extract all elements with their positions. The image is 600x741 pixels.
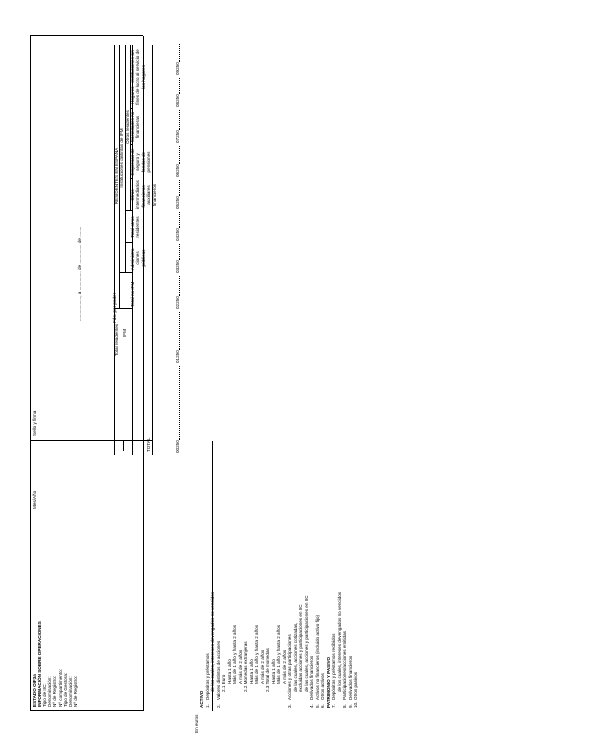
code-cell-fill-line (179, 110, 180, 130)
row-number: 4. (309, 704, 315, 708)
row-label: de las cuales, acciones y participaciones en IIC (303, 595, 309, 692)
row-label: Otros activos (320, 673, 326, 700)
form-title: ESTADO OIF3a (32, 674, 37, 707)
row-label: Derivados financieros (347, 655, 353, 700)
row-label: Hasta 1 año (226, 659, 232, 684)
code-cell: 08250 (175, 94, 180, 107)
header-divider-line (143, 36, 144, 711)
code-cell-fill-line (179, 212, 180, 228)
row-number: 9. (347, 704, 353, 708)
frame-left-line (30, 710, 143, 711)
row-label: Valores distintos de acciones (215, 640, 221, 700)
section-heading: ACTIVO (199, 690, 205, 708)
header-residentes-espana: RESIDENTES EN ESPAÑA (114, 147, 119, 205)
frame-top-line (30, 36, 31, 711)
row-number: 5. (314, 704, 320, 708)
identification-field: Denominación: (47, 676, 53, 707)
row-label: 2.3 Total de monedas (265, 648, 271, 692)
identification-field: Nº de Registro: (73, 675, 79, 707)
signature-field-line (123, 441, 124, 451)
code-cell: 00250 (175, 440, 180, 453)
code-cell: 06250 (175, 164, 180, 177)
col-sep-admin (125, 242, 132, 243)
col-sep-ifm (114, 308, 132, 309)
code-cell: 05250 (175, 196, 180, 209)
row-number: 1. (204, 704, 210, 708)
code-cell: 01250 (175, 350, 180, 363)
identification-field: Nº de Registro: (52, 675, 58, 707)
header-total-otros: Total otros residentes (130, 216, 141, 238)
header-hogares: Hogares - instituciones sin fines de lucro al servicio de los hogares (130, 49, 146, 105)
row-label: de las cuales, acciones cotizadas, (292, 622, 298, 692)
frame-right-line (30, 35, 143, 36)
period-label: Mes/Año (32, 490, 37, 509)
row-label: 2.2 Monedas extranjeras (243, 641, 249, 692)
code-cell-fill-line (179, 146, 180, 164)
form-box-right-line (30, 440, 152, 441)
row-number: 8. (342, 704, 348, 708)
signature-by: Fdo. por poder (112, 292, 117, 323)
code-cell-fill-line (179, 44, 180, 62)
row-label: Depósitos y préstamos recibidos (331, 633, 337, 700)
col-sep-otros (125, 210, 132, 211)
identification-field: Tipo de Gestora: (62, 672, 68, 707)
code-cell-fill-line (179, 312, 180, 350)
header-ifm: IFM (122, 329, 127, 337)
code-cell: 04250 (175, 228, 180, 241)
row-label: Depósitos y préstamos (204, 653, 210, 700)
row-label: Hasta 1 año (248, 659, 254, 684)
row-label: 2.1 Euro (221, 674, 227, 692)
row-number: 10. (353, 701, 359, 708)
code-cell: 03250 (175, 260, 180, 273)
code-cell-fill-line (179, 180, 180, 196)
row-label: Activos no financieros (incluido activo fijo) (314, 614, 320, 700)
row-label: Más de 1 año y hasta 2 años (254, 625, 260, 684)
header-empresas-seguros: Empresas de seguro y fondos de pensiones (130, 148, 152, 176)
row-label: excluidas acciones y participaciones en IIC (298, 604, 304, 692)
identification-field: Tipo de IIC: (42, 683, 47, 707)
row-label: A más de 2 años (259, 649, 265, 684)
row-number: 7. (331, 704, 337, 708)
col-sep-no-ifm (119, 272, 132, 273)
code-cell-fill-line (179, 276, 180, 296)
code-cell: 02250 (175, 296, 180, 309)
code-cell: 07250 (175, 130, 180, 143)
row-label: Más de 1 año y hasta 2 años (276, 625, 282, 684)
row-label: Acciones y otras participaciones (287, 634, 293, 700)
form-subtitle: INFORMACIÓN SOBRE OPERACIONES (37, 621, 42, 707)
total-row-rule (152, 45, 153, 455)
code-cell: 09250 (175, 62, 180, 75)
row-label: A más de 2 años (281, 649, 287, 684)
currency-note: En euros (194, 714, 199, 733)
row-label: Más de 1 año y hasta 2 años (232, 625, 238, 684)
total-label: TOTAL (146, 437, 151, 452)
code-cell-fill-line (179, 244, 180, 260)
row-label: Hasta 1 año (270, 659, 276, 684)
identification-field: Denominación: (68, 676, 73, 707)
header-total-no-ifm: Total no IFM (130, 281, 135, 307)
header-admin-publicas: Administra - ciones públicas (130, 245, 146, 271)
row-number: 2. (215, 704, 221, 708)
row-number: 3. (287, 704, 293, 708)
header-sociedades: Sociedades no financieras (130, 111, 141, 143)
row-label: Derivados financieros (309, 655, 315, 700)
identification-field: Nº compartimento: (57, 669, 63, 707)
row-label: Otros pasivos (353, 671, 359, 700)
header-otros-intermediarios: Otros intermediarios financieros - auxiliares financieros (130, 180, 157, 209)
section-heading: PATRIMONIO Y PASIVO (325, 656, 331, 708)
header-instituciones: Instituciones distintas de IFM (119, 128, 124, 188)
header-total-residentes: Total residentes (114, 323, 119, 357)
signature-line: ..................., a ............... de ............... de ........ (77, 226, 82, 321)
row-label: Participaciones/acciones emitidas (342, 631, 348, 700)
stamp-label: Sello y firma (32, 410, 37, 436)
header-otros-residentes: Otros residentes (125, 110, 130, 144)
row-label: de los cuales, intereses devengados no vencidos (336, 591, 342, 692)
row-label: A más de 2 años (237, 649, 243, 684)
row-label: de los cuales, intereses devengados no vencidos (210, 591, 216, 692)
row-number: 6. (320, 704, 326, 708)
code-cell-fill-line (179, 78, 180, 94)
code-cell-fill-line (179, 366, 180, 440)
